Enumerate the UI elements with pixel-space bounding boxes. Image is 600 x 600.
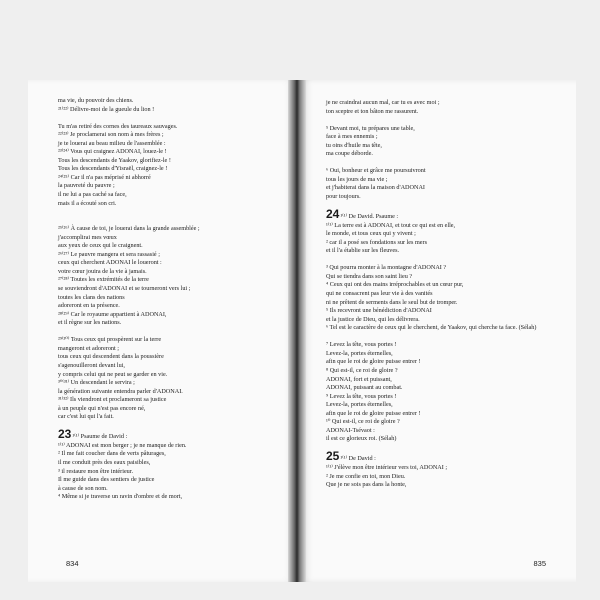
verse-line: la pauvreté du pauvre ; xyxy=(58,182,115,190)
verse-line xyxy=(58,328,288,337)
verse-line: ² Il me fait coucher dans de verts pâturages, xyxy=(58,450,166,458)
verse-line: votre cœur jouira de la vie à jamais. xyxy=(58,267,147,275)
verse-line: mais il a écouté son cri. xyxy=(58,199,117,207)
verse-line: face à mes ennemis ; xyxy=(326,133,378,141)
verse-line: ¹⁰ Qui est-il, ce roi de gloire ? xyxy=(326,418,400,426)
verse-line: ³ Qui pourra monter à la montagne d'ADONAI ? xyxy=(326,264,447,272)
verse-line xyxy=(326,444,570,453)
verse-line: ²³⁽²⁴⁾ Vous qui craignez ADONAI, louez-le ! xyxy=(58,148,167,156)
verse-line: ADONAI, puissant au combat. xyxy=(326,384,403,392)
verse-line: j'accomplirai mes vœux xyxy=(58,233,117,241)
verse-line: ⁹ Levez la tête, vous portes ! xyxy=(326,392,397,400)
verse-line: le monde, et tous ceux qui y vivent ; xyxy=(326,230,416,238)
verse-line: adoreront en ta présence. xyxy=(58,302,120,310)
verse-line: ³¹⁽³²⁾ Ils viendront et proclameront sa justice xyxy=(58,396,167,404)
verse-line: et la justice de Dieu, qui les délivrera. xyxy=(326,315,420,323)
verse-line: il ne lui a pas caché sa face, xyxy=(58,191,127,199)
right-page xyxy=(300,80,576,582)
verse-line: ⁵ Ils recevront une bénédiction d'ADONAI xyxy=(326,307,432,315)
verse-line: ²⁴⁽²⁵⁾ Car il n'a pas méprisé ni abhorré xyxy=(58,173,151,181)
verse-line: je ne craindrai aucun mal, car tu es avec moi ; xyxy=(326,99,440,106)
verse-line: ⁴ Ceux qui ont des mains irréprochables et un cœur pur, xyxy=(326,281,464,289)
verse-line: ²¹⁽²²⁾ Délivre-moi de la gueule du lion ! xyxy=(58,105,155,113)
verse-line xyxy=(58,422,288,431)
verse-line: ceux qui cherchent ADONAI le loueront : xyxy=(58,259,162,267)
verse-line: ³⁰⁽³¹⁾ Un descendant le servira ; xyxy=(58,379,135,387)
verse-line: ²⁵⁽²⁶⁾ À cause de toi, je louerai dans la grande assemblée ; xyxy=(58,225,200,233)
verse-line: et j'habiterai dans la maison d'ADONAI xyxy=(326,184,425,192)
verse-line: ADONAI, fort et puissant, xyxy=(326,375,392,383)
stanza-gap xyxy=(326,202,570,211)
verse-line: Tous les descendants d'Yisraël, craignez-le ! xyxy=(58,165,168,173)
verse-line: Il me guide dans des sentiers de justice xyxy=(58,476,155,484)
verse-line: ² car il a posé ses fondations sur les mers xyxy=(326,238,428,246)
verse-line xyxy=(326,116,570,125)
psalm-number: 24 xyxy=(326,207,340,222)
verse-line: ²⁷⁽²⁸⁾ Toutes les extrémités de la terre xyxy=(58,276,149,284)
left-page xyxy=(28,80,294,582)
verse-line: tous les jours de ma vie ; xyxy=(326,175,388,183)
psalm-number: 25 xyxy=(326,449,340,464)
verse-line: je te louerai au beau milieu de l'assemblée : xyxy=(58,139,166,147)
verse-line: ¹⁽¹⁾ ADONAI est mon berger ; je ne manque de rien. xyxy=(58,441,187,449)
verse-line: la génération suivante entendra parler d'ADONAI. xyxy=(58,387,183,395)
verse-line: ton sceptre et ton bâton me rassurent. xyxy=(326,107,419,115)
verse-line: ⁸ Qui est-il, ce roi de gloire ? xyxy=(326,366,398,374)
verse-line xyxy=(326,333,570,342)
verse-line: ²⁶⁽²⁷⁾ Le pauvre mangera et sera rassasié ; xyxy=(58,250,160,258)
verse-line: à un peuple qui n'est pas encore né, xyxy=(58,404,146,412)
verse-line: il me conduit près des eaux paisibles, xyxy=(58,458,151,466)
verse-line: ²⁹⁽³⁰⁾ Tous ceux qui prospèrent sur la terre xyxy=(58,336,162,344)
verse-line: s'agenouilleront devant lui, xyxy=(58,361,125,369)
verse-line: ¹⁽¹⁾ La terre est à ADONAI, et tout ce qui est en elle, xyxy=(326,221,456,229)
psalm-23-heading xyxy=(58,427,288,442)
verse-line xyxy=(326,159,570,168)
verse-line: mangeront et adoreront ; xyxy=(58,344,119,352)
book-gutter xyxy=(288,80,306,582)
verse-line: ⁴ Même si je traverse un ravin d'ombre et de mort, xyxy=(58,493,183,501)
verse-line: Tu m'as retiré des cornes des taureaux sauvages. xyxy=(58,122,178,130)
page-number-left: 834 xyxy=(66,559,79,568)
verse-line: car c'est lui qui l'a fait. xyxy=(58,413,114,421)
verse-line: pour toujours. xyxy=(326,193,361,201)
verse-line: ⁶ Oui, bonheur et grâce me poursuivront xyxy=(326,167,426,175)
verse-line xyxy=(58,208,288,217)
verse-line: ³ il restaure mon être intérieur. xyxy=(58,467,134,475)
verse-line: se souviendront d'ADONAI et se tourneront vers lui ; xyxy=(58,285,191,293)
psalm-24-heading xyxy=(326,207,570,222)
verse-line: qui ne consacrent pas leur vie à des vanités xyxy=(326,290,433,298)
verse-line: Levez-la, portes éternelles, xyxy=(326,349,393,357)
left-text-column xyxy=(58,97,288,502)
verse-line: ma coupe déborde. xyxy=(326,150,373,158)
verse-line: ² Je me confie en toi, mon Dieu. xyxy=(326,472,406,480)
verse-line: y compris celui qui ne peut se garder en vie. xyxy=(58,370,168,378)
psalm-title: ¹⁽¹⁾ De David : xyxy=(340,455,376,463)
verse-line: et il l'a établie sur les fleuves. xyxy=(326,247,400,255)
verse-line xyxy=(326,256,570,265)
verse-line: ni ne prêtent de serments dans le seul but de tromper. xyxy=(326,298,458,306)
verse-line: il est ce glorieux roi. (Sélah) xyxy=(326,435,397,443)
verse-line: ma vie, du pouvoir des chiens. xyxy=(58,97,134,104)
verse-line: Qui se tiendra dans son saint lieu ? xyxy=(326,272,413,280)
verse-line: afin que le roi de gloire puisse entrer ! xyxy=(326,409,421,417)
verse-line: aux yeux de ceux qui le craignent. xyxy=(58,242,143,250)
verse-line: tu oins d'huile ma tête, xyxy=(326,141,382,149)
verse-line: ²²⁽²³⁾ Je proclamerai son nom à mes frères ; xyxy=(58,131,164,139)
verse-line: ⁷ Levez la tête, vous portes ! xyxy=(326,341,397,349)
page-number-right: 835 xyxy=(533,559,546,568)
verse-line: et il règne sur les nations. xyxy=(58,319,122,327)
verse-line: afin que le roi de gloire puisse entrer ! xyxy=(326,358,421,366)
verse-line: ¹⁽¹⁾ J'élève mon être intérieur vers toi, ADONAI ; xyxy=(326,463,448,471)
verse-line: toutes les clans des nations xyxy=(58,293,125,301)
right-text-column xyxy=(326,99,570,490)
verse-line xyxy=(58,217,288,226)
verse-line: Que je ne sois pas dans la honte, xyxy=(326,481,407,489)
verse-line: Tous les descendants de Yaakov, glorifiez-le ! xyxy=(58,156,171,164)
verse-line: ⁵ Devant moi, tu prépares une table, xyxy=(326,124,415,132)
verse-line xyxy=(58,114,288,123)
verse-line: à cause de son nom. xyxy=(58,484,108,492)
psalm-title: ¹⁽¹⁾ De David. Psaume : xyxy=(340,213,399,221)
verse-line: ²⁸⁽²⁹⁾ Car le royaume appartient à ADONAI, xyxy=(58,310,167,318)
verse-line: ADONAI-Tsévaot : xyxy=(326,426,375,434)
verse-line: Levez-la, portes éternelles, xyxy=(326,401,393,409)
psalm-25-heading xyxy=(326,449,570,464)
psalm-title: ¹⁽¹⁾ Psaume de David : xyxy=(72,433,128,441)
verse-line: ⁶ Tel est le caractère de ceux qui le cherchent, de Yaakov, qui cherche ta face. (Sélah) xyxy=(326,324,537,332)
verse-line: tous ceux qui descendent dans la poussière xyxy=(58,353,164,361)
psalm-number: 23 xyxy=(58,427,72,442)
